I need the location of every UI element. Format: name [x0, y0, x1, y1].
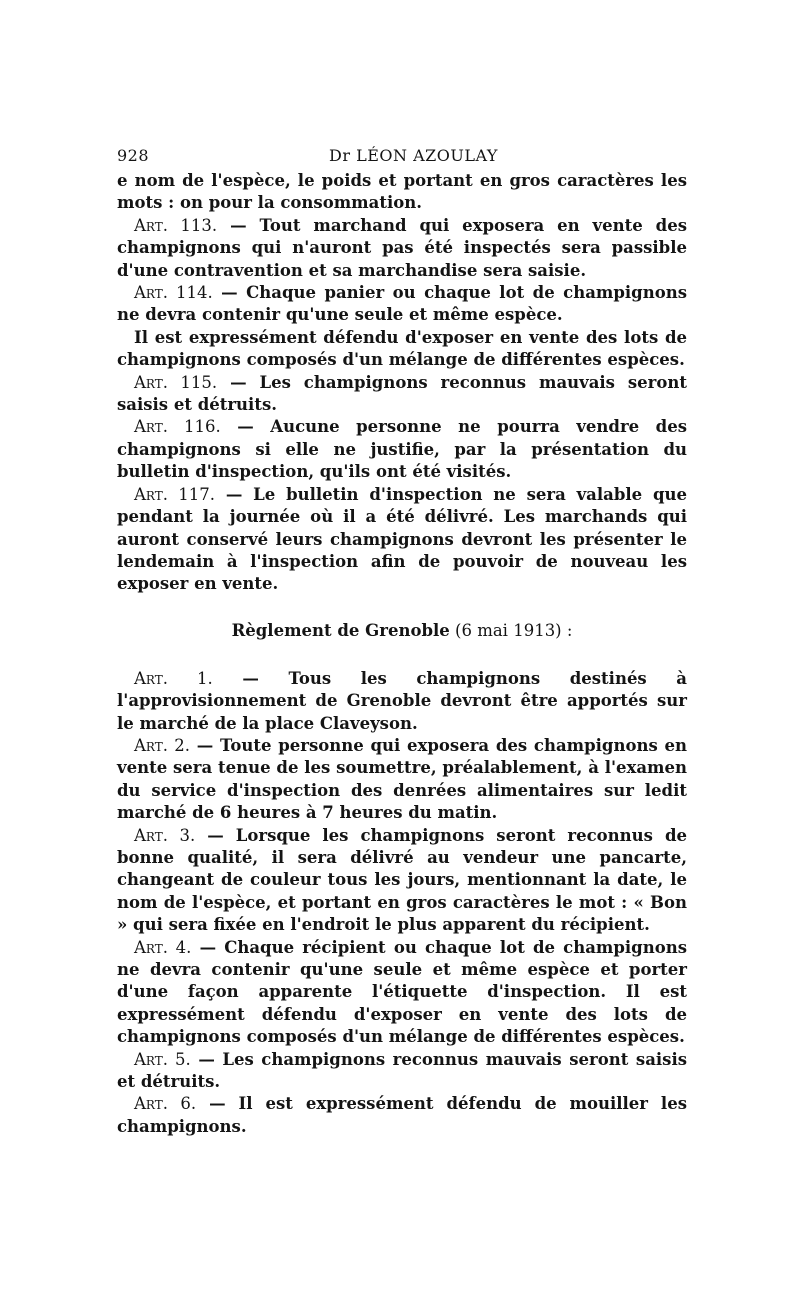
article-117	[117, 484, 687, 596]
paragraph-prohibition	[117, 327, 687, 372]
article-label: Art. 113.	[134, 215, 218, 235]
article-text: — Tous les champignons destinés à l'approvisionnement de Grenoble devront être apportés sur le marché de la place Claveyson.	[117, 668, 687, 733]
article-5	[117, 1049, 687, 1094]
article-text: — Lorsque les champignons seront reconnus de bonne qualité, il sera délivré au vendeur une pancarte, changeant de couleur tous les jours, mentionnant la date, le nom de l'espèce, et portant en gros caractères le mot : « Bon » qui sera fixée en l'endroit le plus apparent du récipient.	[117, 825, 687, 935]
book-page	[117, 140, 687, 1138]
article-text: — Chaque récipient ou chaque lot de champignons ne devra contenir qu'une seule et même espèce et porter d'une façon apparente l'étiquette d'inspection. Il est expressément défendu d'exposer en vente des lots de champignons composés d'un mélange de différentes espèces.	[117, 937, 687, 1047]
article-label: Art. 114.	[134, 283, 213, 303]
article-label: Art. 117.	[134, 484, 216, 504]
article-115	[117, 372, 687, 417]
running-title: Dr LÉON AZOULAY	[329, 146, 498, 165]
article-113	[117, 215, 687, 282]
article-3	[117, 825, 687, 937]
article-label: Art. 1.	[134, 668, 213, 688]
paragraph-text: Il est expressément défendu d'exposer en vente des lots de champignons composés d'un mélange de différentes espèces.	[117, 327, 687, 370]
article-1	[117, 668, 687, 735]
article-label: Art. 115.	[134, 372, 218, 392]
paragraph-continuation	[117, 170, 687, 215]
section-heading-date: (6 mai 1913) :	[449, 620, 573, 640]
article-label: Art. 4.	[134, 937, 192, 957]
article-114	[117, 282, 687, 327]
section-heading	[117, 620, 687, 642]
page-number: 928	[117, 146, 150, 165]
article-label: Art. 3.	[134, 825, 196, 845]
article-text: — Chaque panier ou chaque lot de champignons ne devra contenir qu'une seule et même espèce.	[117, 283, 687, 325]
article-2	[117, 735, 687, 825]
article-4	[117, 937, 687, 1049]
paragraph-text: e nom de l'espèce, le poids et portant en gros caractères les mots : on pour la consommation.	[117, 171, 687, 213]
article-text: — Tout marchand qui exposera en vente des champignons qui n'auront pas été inspectés sera passible d'une contravention et sa marchandise sera saisie.	[117, 215, 687, 280]
article-text: — Aucune personne ne pourra vendre des champignons si elle ne justifie, par la présentation du bulletin d'inspection, qu'ils ont été visités.	[117, 417, 687, 482]
article-text: — Les champignons reconnus mauvais seront saisis et détruits.	[117, 372, 687, 415]
running-head	[117, 140, 687, 170]
article-6	[117, 1093, 687, 1138]
article-label: Art. 5.	[134, 1049, 191, 1069]
article-label: Art. 6.	[134, 1094, 197, 1114]
article-label: Art. 116.	[134, 417, 221, 437]
article-text: — Toute personne qui exposera des champignons en vente sera tenue de les soumettre, préalablement, à l'examen du service d'inspection des denrées alimentaires sur ledit marché de 6 heures à 7 heures du matin.	[117, 735, 687, 823]
article-text: — Il est expressément défendu de mouiller les champignons.	[117, 1094, 687, 1136]
article-116	[117, 416, 687, 483]
section-heading-title: Règlement de Grenoble	[231, 620, 450, 640]
article-text: — Les champignons reconnus mauvais seront saisis et détruits.	[117, 1049, 687, 1092]
article-text: — Le bulletin d'inspection ne sera valable que pendant la journée où il a été délivré. Les marchands qui auront conservé leurs champignons devront les présenter le lendemain à l'inspection afin de pouvoir de nouveau les exposer en vente.	[117, 484, 687, 594]
body-text	[117, 170, 687, 1138]
article-label: Art. 2.	[134, 735, 190, 755]
